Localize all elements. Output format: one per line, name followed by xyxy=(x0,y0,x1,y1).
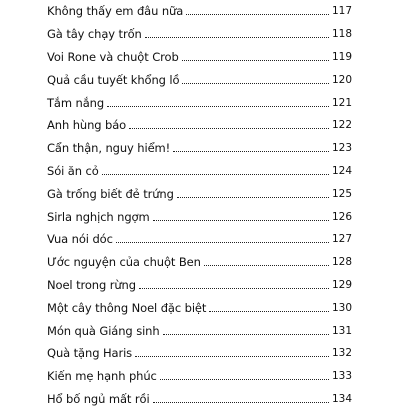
toc-entry xyxy=(47,365,352,388)
toc-entry-title: Kiến mẹ hạnh phúc xyxy=(47,369,157,384)
toc-entry xyxy=(47,319,352,342)
toc-entry-title: Gà trống biết đẻ trứng xyxy=(47,186,174,201)
toc-entry xyxy=(47,137,352,160)
toc-entry-title: Quà tặng Haris xyxy=(47,346,133,361)
toc-entry-title: Voi Rone và chuột Crob xyxy=(47,49,179,64)
toc-entry-title: Cẩn thận, nguy hiểm! xyxy=(47,141,171,156)
toc-entry xyxy=(47,342,352,365)
dot-leader xyxy=(107,106,329,107)
dot-leader xyxy=(186,14,329,15)
dot-leader xyxy=(129,128,329,129)
dot-leader xyxy=(209,311,329,312)
toc-entry xyxy=(47,0,352,23)
toc-entry xyxy=(47,205,352,228)
toc-entry-page: 134 xyxy=(331,392,352,405)
toc-entry-page: 129 xyxy=(331,278,352,291)
toc-entry-page: 127 xyxy=(331,233,352,246)
dot-leader xyxy=(173,151,329,152)
toc-entry-title: Sói ăn cỏ xyxy=(47,163,99,178)
toc-entry-page: 120 xyxy=(331,73,352,86)
toc-entry xyxy=(47,228,352,251)
table-of-contents xyxy=(47,0,352,410)
toc-entry-title: Sirla nghịch ngợm xyxy=(47,209,150,224)
toc-entry-title: Noel trong rừng xyxy=(47,277,136,292)
toc-entry xyxy=(47,274,352,297)
toc-entry-title: Vua nói dóc xyxy=(47,232,113,247)
toc-entry-title: Quả cầu tuyết khổng lồ xyxy=(47,72,180,87)
toc-entry xyxy=(47,68,352,91)
toc-entry xyxy=(47,23,352,46)
toc-entry xyxy=(47,182,352,205)
toc-entry-title: Anh hùng báo xyxy=(47,118,127,133)
toc-entry-title: Gà tây chạy trốn xyxy=(47,27,142,42)
dot-leader xyxy=(139,288,329,289)
toc-entry xyxy=(47,296,352,319)
dot-leader xyxy=(116,242,329,243)
dot-leader xyxy=(182,83,328,84)
toc-entry xyxy=(47,388,352,410)
toc-entry-page: 131 xyxy=(331,324,352,337)
toc-entry-page: 121 xyxy=(331,96,352,109)
toc-entry-page: 117 xyxy=(331,5,352,18)
toc-entry-title: Hổ bố ngủ mất rồi xyxy=(47,391,150,406)
toc-entry-page: 124 xyxy=(331,164,352,177)
toc-entry-page: 128 xyxy=(331,256,352,269)
dot-leader xyxy=(177,197,329,198)
toc-entry-page: 132 xyxy=(331,347,352,360)
toc-entry xyxy=(47,91,352,114)
toc-entry-page: 122 xyxy=(331,119,352,132)
toc-entry-page: 126 xyxy=(331,210,352,223)
dot-leader xyxy=(182,60,329,61)
dot-leader xyxy=(153,402,329,403)
dot-leader xyxy=(160,379,329,380)
dot-leader xyxy=(163,334,329,335)
toc-entry-page: 125 xyxy=(331,187,352,200)
toc-entry xyxy=(47,114,352,137)
toc-entry-title: Không thấy em đâu nữa xyxy=(47,4,184,19)
toc-entry-title: Tắm nắng xyxy=(47,95,105,110)
dot-leader xyxy=(102,174,329,175)
toc-entry-page: 133 xyxy=(331,370,352,383)
toc-entry-page: 123 xyxy=(331,142,352,155)
toc-entry-page: 118 xyxy=(331,28,352,41)
toc-entry-page: 130 xyxy=(331,301,352,314)
toc-entry-title: Món quà Giáng sinh xyxy=(47,323,160,338)
dot-leader xyxy=(145,37,329,38)
toc-entry xyxy=(47,251,352,274)
toc-entry xyxy=(47,160,352,183)
dot-leader xyxy=(204,265,329,266)
toc-entry-page: 119 xyxy=(331,50,352,63)
dot-leader xyxy=(153,220,329,221)
toc-entry-title: Một cây thông Noel đặc biệt xyxy=(47,300,207,315)
toc-entry xyxy=(47,46,352,69)
toc-entry-title: Ước nguyện của chuột Ben xyxy=(47,255,201,270)
dot-leader xyxy=(135,356,329,357)
